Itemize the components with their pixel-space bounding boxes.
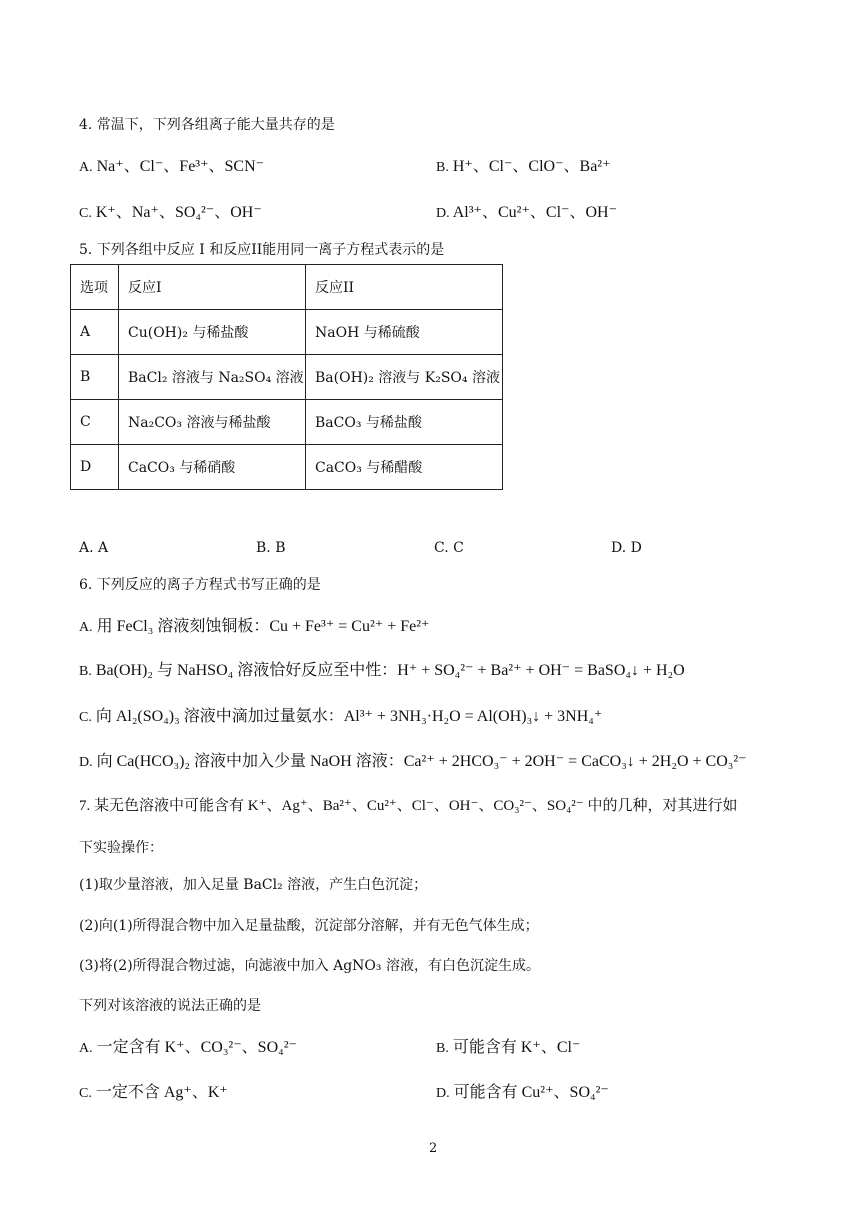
q6-option-a: A. 用 FeCl₃ 溶液刻蚀铜板：Cu + Fe³⁺ = Cu²⁺ + Fe²⁺ [79,618,430,635]
table-cell: C [71,400,119,445]
table-row [71,355,503,400]
q6-stem: 6. 下列反应的离子方程式书写正确的是 [79,577,321,593]
q5-answer-a: A. A [79,540,109,556]
table-cell: D [71,445,119,490]
q5-answer-b: B. B [256,540,286,556]
q4-option-a: A. Na⁺、Cl⁻、Fe³⁺、SCN⁻ [79,158,265,175]
q7-question: 下列对该溶液的说法正确的是 [79,998,261,1014]
table-cell: Na₂CO₃ 溶液与稀盐酸 [119,400,306,445]
q4-option-d: D. Al³⁺、Cu²⁺、Cl⁻、OH⁻ [436,204,618,221]
q7-step-2: (2)向(1)所得混合物中加入足量盐酸，沉淀部分溶解，并有无色气体生成； [79,918,539,934]
table-row [71,445,503,490]
table-cell: BaCO₃ 与稀盐酸 [306,400,503,445]
q7-step-1: (1)取少量溶液，加入足量 BaCl₂ 溶液，产生白色沉淀； [79,877,428,893]
table-header: 选项 [71,265,119,310]
q4-option-c: C. K⁺、Na⁺、SO₄²⁻、OH⁻ [79,204,262,221]
q6-option-d: D. 向 Ca(HCO₃)₂ 溶液中加入少量 NaOH 溶液：Ca²⁺ + 2HCO₃⁻ + 2OH⁻ = CaCO₃↓ + 2H₂O + CO₃²⁻ [79,753,747,770]
table-cell: Ba(OH)₂ 溶液与 K₂SO₄ 溶液 [306,355,503,400]
q5-table [70,264,503,490]
table-cell: BaCl₂ 溶液与 Na₂SO₄ 溶液 [119,355,306,400]
q4-option-b: B. H⁺、Cl⁻、ClO⁻、Ba²⁺ [436,158,611,175]
q7-option-c: C. 一定不含 Ag⁺、K⁺ [79,1084,228,1101]
table-cell: CaCO₃ 与稀醋酸 [306,445,503,490]
table-row [71,400,503,445]
table-cell: Cu(OH)₂ 与稀盐酸 [119,310,306,355]
q7-step-3: (3)将(2)所得混合物过滤，向滤液中加入 AgNO₃ 溶液，有白色沉淀生成。 [79,958,540,974]
q7-stem-line2: 下实验操作： [79,840,163,856]
q5-stem: 5. 下列各组中反应 I 和反应II能用同一离子方程式表示的是 [79,242,445,258]
table-header-row [71,265,503,310]
q6-option-b: B. Ba(OH)₂ 与 NaHSO₄ 溶液恰好反应至中性：H⁺ + SO₄²⁻ + Ba²⁺ + OH⁻ = BaSO₄↓ + H₂O [79,662,685,679]
q7-option-d: D. 可能含有 Cu²⁺、SO₄²⁻ [436,1084,609,1101]
q6-option-c: C. 向 Al₂(SO₄)₃ 溶液中滴加过量氨水：Al³⁺ + 3NH₃·H₂O = Al(OH)₃↓ + 3NH₄⁺ [79,708,603,725]
q4-stem: 4. 常温下，下列各组离子能大量共存的是 [79,117,335,133]
q5-answer-c: C. C [434,540,464,556]
q7-option-a: A. 一定含有 K⁺、CO₃²⁻、SO₄²⁻ [79,1039,297,1056]
table-cell: CaCO₃ 与稀硝酸 [119,445,306,490]
table-header: 反应II [306,265,503,310]
table-row [71,310,503,355]
q7-stem-line1: 7. 某无色溶液中可能含有 K⁺、Ag⁺、Ba²⁺、Cu²⁺、Cl⁻、OH⁻、CO₃²⁻、SO₄²⁻ 中的几种，对其进行如 [79,798,738,814]
table-cell: NaOH 与稀硫酸 [306,310,503,355]
page-number: 2 [429,1141,438,1156]
table-header: 反应I [119,265,306,310]
q5-answer-d: D. D [611,540,642,556]
table-cell: A [71,310,119,355]
table-cell: B [71,355,119,400]
q7-option-b: B. 可能含有 K⁺、Cl⁻ [436,1039,581,1056]
